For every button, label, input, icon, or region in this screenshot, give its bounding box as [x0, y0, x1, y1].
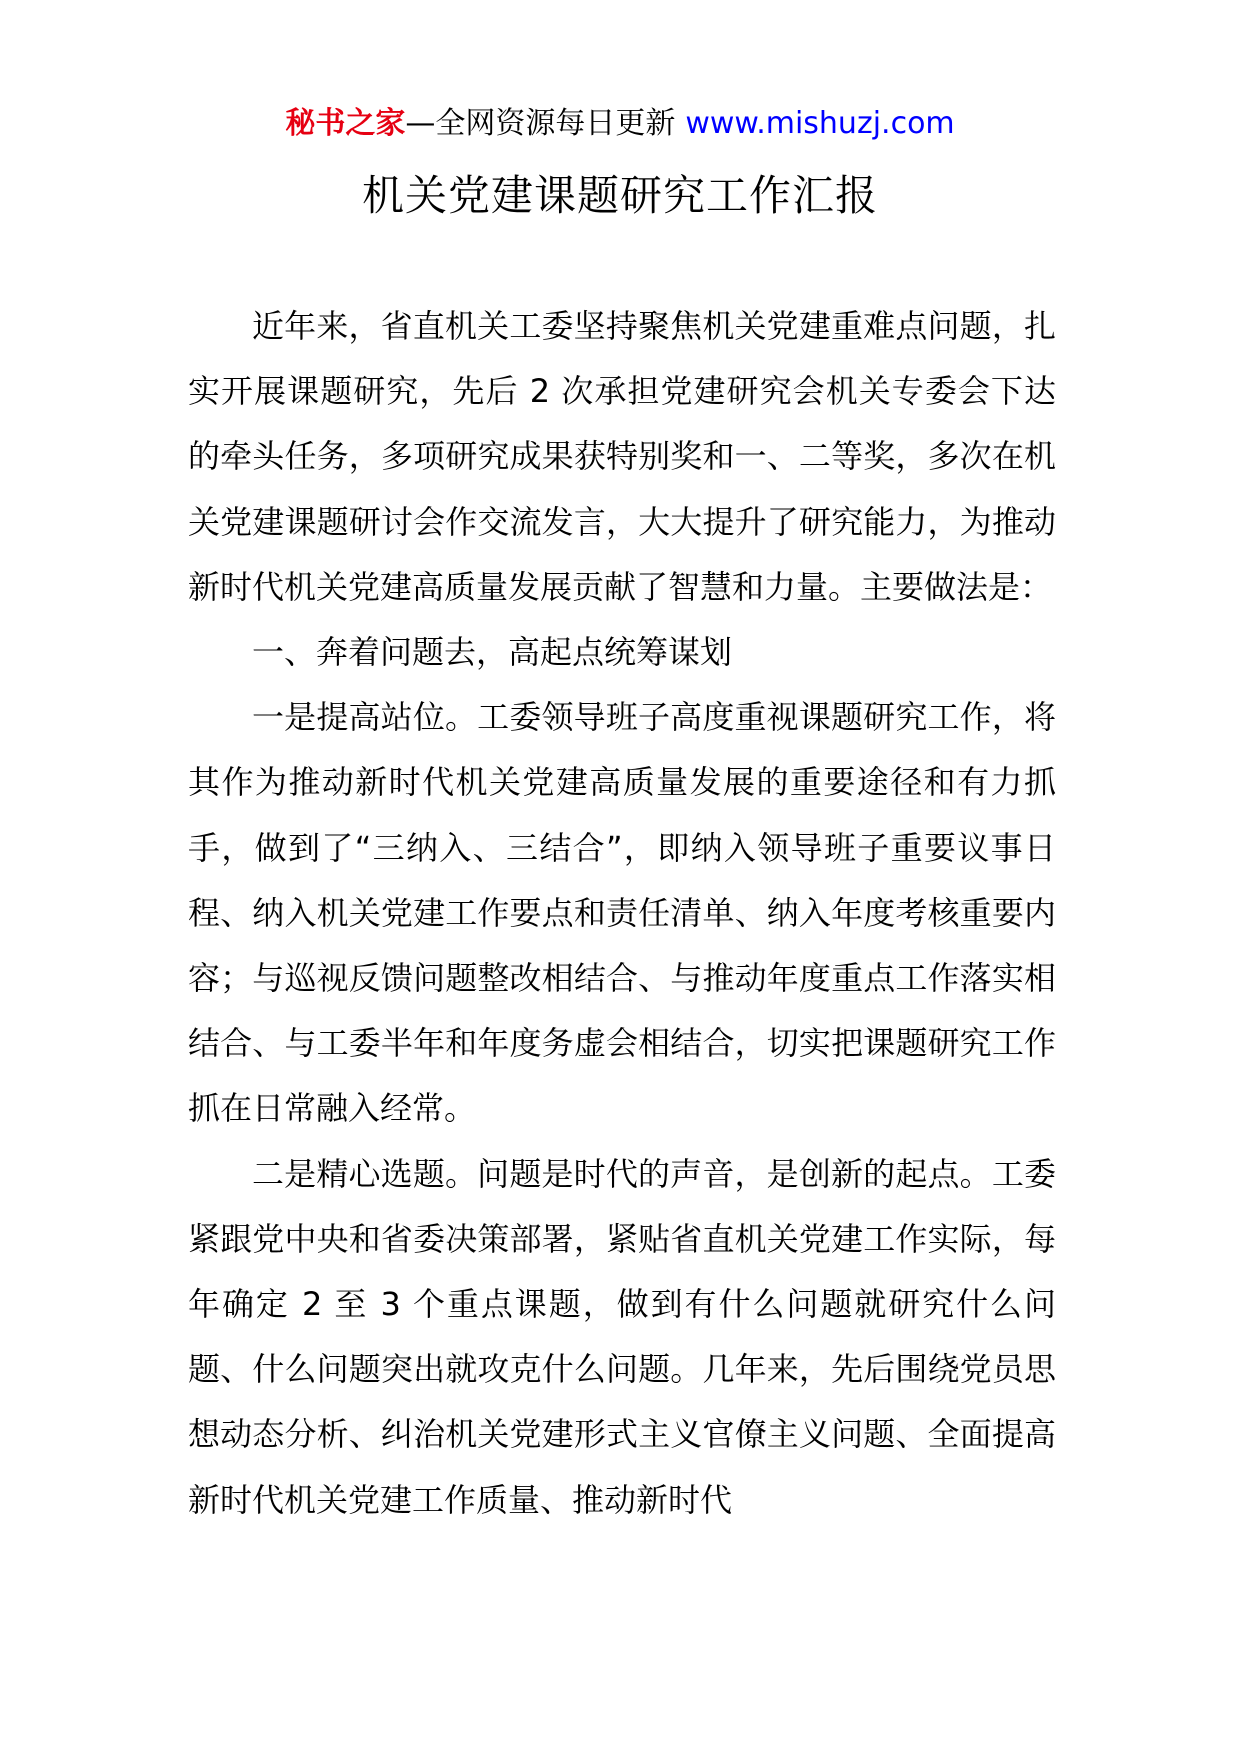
header-slogan: —全网资源每日更新 [405, 106, 676, 141]
paragraph-raise-position: 一是提高站位。工委领导班子高度重视课题研究工作，将其作为推动新时代机关党建高质量发展的重要途径和有力抓手，做到了“三纳入、三结合”，即纳入领导班子重要议事日程、纳入机关党建工作要点和责任清单、纳入年度考核重要内容；与巡视反馈问题整改相结合、与推动年度重点工作落实相结合、与工委半年和年度务虚会相结合，切实把课题研究工作抓在日常融入经常。 [188, 698, 1056, 1128]
document-body [188, 294, 1056, 1533]
site-url-link[interactable]: www.mishuzj.com [685, 106, 955, 141]
brand-name: 秘书之家 [285, 106, 406, 141]
document-title: 机关党建课题研究工作汇报 [361, 171, 878, 220]
intro-paragraph: 近年来，省直机关工委坚持聚焦机关党建重难点问题，扎实开展课题研究，先后 2 次承担党建研究会机关专委会下达的牵头任务，多项研究成果获特别奖和一、二等奖，多次在机关党建课题研讨会作交流发言，大大提升了研究能力，为推动新时代机关党建高质量发展贡献了智慧和力量。主要做法是： [188, 307, 1056, 606]
paragraph-topic-selection: 二是精心选题。问题是时代的声音，是创新的起点。工委紧跟党中央和省委决策部署，紧贴省直机关党建工作实际，每年确定 2 至 3 个重点课题，做到有什么问题就研究什么问题、什么问题突出就攻克什么问题。几年来，先后围绕党员思想动态分析、纠治机关党建形式主义官僚主义问题、全面提高新时代机关党建工作质量、推动新时代 [188, 1154, 1056, 1519]
header-banner [0, 102, 1240, 146]
section-heading-1: 一、奔着问题去，高起点统筹谋划 [252, 633, 733, 672]
